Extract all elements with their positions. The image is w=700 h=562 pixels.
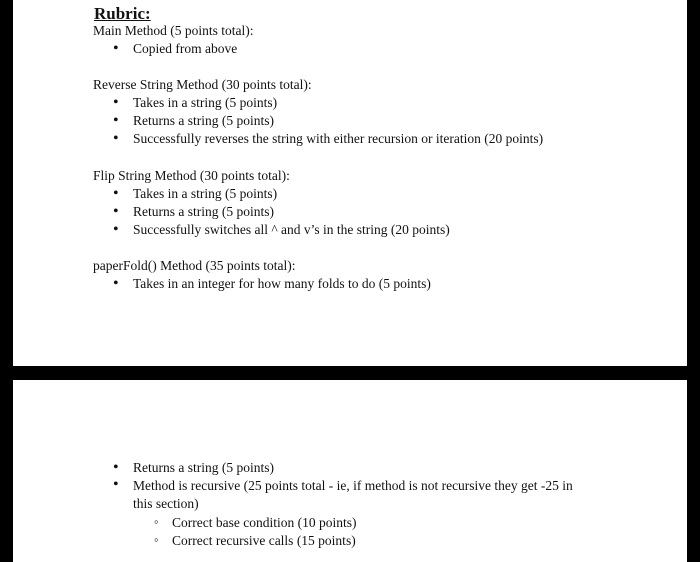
document-page-bottom: Returns a string (5 points) Method is recursive (25 points total - ie, if method is not recursive they get -25 in this section) Correct base condition (10 points) Correct recursive calls (15 points)	[13, 380, 687, 562]
section-heading-flip: Flip String Method (30 points total):	[93, 168, 290, 183]
section-heading-reverse: Reverse String Method (30 points total):	[93, 77, 312, 92]
section-heading-paperfold: paperFold() Method (35 points total):	[93, 258, 296, 273]
document-page-top: Rubric: Main Method (5 points total): Copied from above Reverse String Method (30 points total): Takes in a string (5 points) Returns a string (5 points) Successfully reverses the string with either recursion or iteration (20 points) Flip String Method (30 points total): Takes in a string (5 points) Returns a string (5 points) Successfully switches all ^ and v’s in the string (20 points) paperFold() Method (35 points total): Takes in an integer for how many folds to do (5 points)	[13, 0, 687, 366]
section-heading-main: Main Method (5 points total):	[93, 23, 254, 38]
rubric-title: Rubric:	[94, 4, 151, 23]
